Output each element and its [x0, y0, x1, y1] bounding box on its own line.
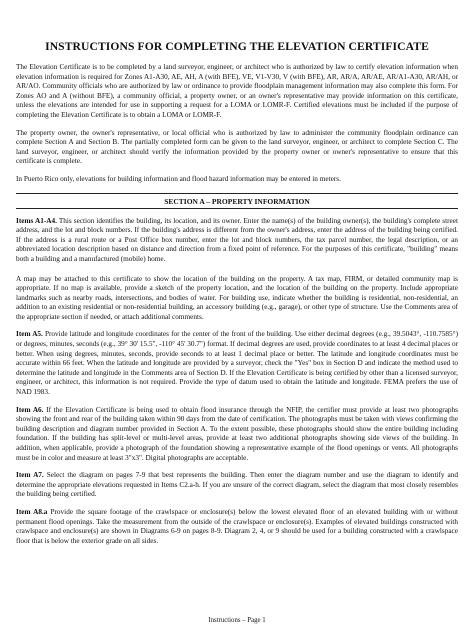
page-footer: Instructions – Page 1 [208, 617, 266, 624]
intro-paragraph-3: In Puerto Rico only, elevations for building information and flood hazard information may be entered in meters. [16, 174, 341, 183]
item-text: If the Elevation Certificate is being used to obtain flood insurance through the NFIP, the certifier must provide at least two photographs showing the front and rear of the building taken within 90 days from the date of certification. The photographs must be taken with views confirming the building description and diagram number provided in Section A. To the extent possible, these photographs should show the entire building including foundation. If the building has split-level or multi-level areas, provide at least two additional photographs showing side views of the building. In addition, when applicable, provide a photograph of the foundation showing a representative example of the flood openings or vents. All photographs must be in color and measure at least 3"x3". Digital photographs are acceptable. [16, 405, 458, 462]
section-divider-top [16, 193, 458, 194]
section-a-heading: SECTION A – PROPERTY INFORMATION [164, 196, 310, 206]
item-label: Item A5. [16, 330, 43, 339]
section-divider-bottom [16, 208, 458, 209]
item-a7-paragraph [16, 471, 458, 500]
item-text: A map may be attached to this certificate to show the location of the building on the property. A tax map, FIRM, or detailed community map is appropriate. If no map is available, provide a sketch of the property location, and the location of the building on the property. Include appropriate landmarks such as nearby roads, intersections, and bodies of water. For building use, indicate whether the building is residential, non-residential, an addition to an existing residential or non-residential building, an accessory building (e.g., garage), or other type of structure. Use the Comments area of the appropriate section if needed, or attach additional comments. [16, 274, 458, 321]
item-text: Select the diagram on pages 7-9 that best represents the building. Then enter the diagram number and use the diagram to identify and determine the appropriate elevations requested in Items C2.a-h. If you are unsure of the correct diagram, select the diagram that most closely resembles the building being certified. [16, 471, 458, 499]
intro-paragraph-1: The Elevation Certificate is to be completed by a land surveyor, engineer, or architect who is authorized by law to certify elevation information when elevation information is required for Zones A1-A30, AE, AH, A (with BFE), VE, V1-V30, V (with BFE), AR, AR/A, AR/AE, AR/A1-A30, AR/AH, or AR/AO. Community officials who are authorized by law or ordinance to provide floodplain management information may also complete this form. For Zones AO and A (without BFE), a community official, a property owner, or an owner's representative may provide information on this certificate, unless the elevations are intended for use in supporting a request for a LOMA or LOMR-F. Certified elevations must be included if the purpose of completing the Elevation Certificate is to obtain a LOMA or LOMR-F. [16, 63, 458, 119]
item-label: Item A7. [16, 471, 44, 480]
item-label: Items A1-A4. [16, 216, 57, 225]
item-a5-paragraph [16, 330, 458, 397]
item-label: Item A8.a [16, 507, 48, 516]
item-text: This section identifies the building, its location, and its owner. Enter the name(s) of the building owner(s), the building's complete street address, and the lot and block numbers. If the building's address is different from the owner's address, enter the address of the building being certified. If the address is a rural route or a Post Office box number, enter the lot and block numbers, the tax parcel number, the legal description, or an abbreviated location description based on distance and direction from a fixed point of reference. For the purposes of this certificate, "building" means both a building and a manufactured (mobile) home. [16, 216, 458, 263]
item-a6-paragraph [16, 406, 458, 464]
map-paragraph [16, 275, 458, 323]
item-label: Item A6. [16, 405, 44, 414]
intro-paragraph-2: The property owner, the owner's representative, or local official who is authorized by law to administer the community floodplain ordinance can complete Section A and Section B. The partially completed form can be given to the land surveyor, engineer, or architect to complete Section C. The land surveyor, engineer, or architect should verify the information provided by the property owner or owner's representative to ensure that this certificate is complete. [16, 128, 458, 166]
item-text: Provide the square footage of the crawlspace or enclosure(s) below the lowest elevated floor of an elevated building with or without permanent flood openings. Take the measurement from the outside of the crawlspace or enclosure(s). Examples of elevated buildings constructed with crawlspace and enclosure(s) are shown in Diagrams 6-9 on pages 8-9. Diagram 2, 4, or 9 should be used for a building constructed with a crawlspace floor that is below the exterior grade on all sides. [16, 507, 458, 545]
page-title: INSTRUCTIONS FOR COMPLETING THE ELEVATION CERTIFICATE [45, 40, 429, 53]
item-text: Provide latitude and longitude coordinates for the center of the front of the building. Use either decimal degrees (e.g., 39.5043°, -110.7585°) or degrees, minutes, seconds (e.g., 39° 30' 15.5", -110° 45' 30.7") format. If decimal degrees are used, provide coordinates to at least 4 decimal places or better. When using degrees, minutes, seconds, provide seconds to at least 1 decimal place or better. The latitude and longitude coordinates must be accurate within 66 feet. When the latitude and longitude are provided by a surveyor, check the "Yes" box in Section D and indicate the method used to determine the latitude and longitude in the Comments area of Section D. If the Elevation Certificate is being certified by other than a licensed surveyor, engineer, or architect, this information is not required. Provide the type of datum used to obtain the latitude and longitude. FEMA prefers the use of NAD 1983. [16, 330, 458, 397]
item-a1-a4-paragraph [16, 217, 458, 265]
item-a8a-paragraph [16, 508, 458, 546]
